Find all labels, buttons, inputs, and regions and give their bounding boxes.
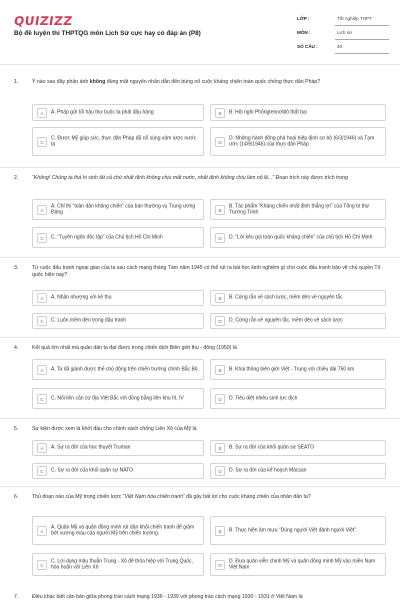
question-text: Ý nào sau đây phản ánh không đúng mật nguyên nhân dẫn đến bùng nổ cuộc kháng chiến toàn quốc chống thực dân Pháp?	[32, 79, 321, 85]
option-letter: D	[215, 466, 225, 476]
option-letter: B	[215, 443, 225, 453]
option-text: B. Thực hiện âm mưu “Dùng người Việt đánh người Việt”.	[229, 527, 358, 534]
option-letter: A	[37, 293, 47, 303]
option-d[interactable]	[210, 313, 386, 329]
option-letter: D	[215, 394, 225, 404]
option-letter: D	[215, 560, 225, 570]
question-1	[14, 79, 386, 165]
question-text: “Không! Chúng ta thà hi sinh tất cả chứ nhất định không chịu mất nước, nhất định không chịu làm nô lệ...” Đoạn trích này được trích trong	[32, 175, 348, 181]
meta-row-class	[297, 14, 389, 28]
option-c[interactable]	[32, 227, 204, 248]
option-c[interactable]	[32, 463, 204, 479]
quote-text: “Không! Chúng ta thà hi sinh tất cả chứ nhất định không chịu mất nước, nhất định không chịu làm nô lệ...”	[32, 175, 275, 181]
question-4	[14, 345, 386, 417]
option-d[interactable]	[210, 127, 386, 156]
meta-underline	[335, 39, 389, 40]
header-divider	[0, 64, 400, 65]
option-letter: D	[215, 316, 225, 326]
option-a[interactable]	[32, 440, 204, 456]
question-number: 2.	[14, 175, 19, 181]
option-c[interactable]	[32, 313, 204, 329]
option-c[interactable]	[32, 388, 204, 409]
option-d[interactable]	[210, 388, 386, 409]
option-c[interactable]	[32, 553, 204, 576]
question-6	[14, 494, 386, 586]
option-text: C. Luôn mềm dẻo trong đấu tranh	[51, 317, 127, 324]
quizizz-logo	[14, 14, 72, 28]
question-divider	[0, 167, 400, 168]
question-text: Điều khác biệt căn bản giữa phong trào cách mạng 1936 - 1939 với phong trào cách mạng 1930 - 1931 ở Việt Nam là	[32, 594, 303, 600]
option-a[interactable]	[32, 104, 204, 121]
question-number: 5.	[14, 426, 19, 432]
question-number: 4.	[14, 345, 19, 351]
option-text: D. Tiêu diệt nhiều sinh lực địch	[229, 395, 298, 402]
option-b[interactable]	[210, 440, 386, 456]
meta-row-subject	[297, 28, 389, 42]
meta-key: SỐ CÂU :	[297, 44, 318, 49]
option-text: B. Cứng rắn về sách lược, mềm dẻo về nguyên tắc	[229, 294, 343, 301]
question-divider	[0, 486, 400, 487]
option-letter: B	[215, 293, 225, 303]
option-letter: B	[215, 108, 225, 118]
option-text: A. Quân Mỹ và quân đồng minh rút dần khỏi chiến tranh để giảm bớt xương máu của người Mỹ trên chiến trường.	[51, 523, 195, 537]
logo-text: QUIZIZZ	[13, 14, 74, 28]
document-title: Bộ đề luyện thi THPTQG môn Lịch Sử cực hay có đáp án (P8)	[14, 30, 201, 37]
option-text: B. Hội nghị Phôngtennơblô thất bại	[229, 109, 307, 116]
question-divider	[0, 257, 400, 258]
option-text: B. Tác phẩm “Kháng chiến nhất định thắng lợi” của Tổng bí thư Trường Trinh	[229, 202, 370, 216]
option-letter: C	[37, 316, 47, 326]
option-b[interactable]	[210, 290, 386, 306]
option-letter: B	[215, 526, 225, 536]
option-text: C. “Tuyên ngôn độc lập” của Chủ tịch Hồ Chí Minh	[51, 234, 163, 241]
option-b[interactable]	[210, 199, 386, 220]
question-number: 3.	[14, 265, 19, 271]
option-a[interactable]	[32, 516, 204, 545]
option-letter: C	[37, 394, 47, 404]
option-text: A. Ta đã giành được thế chủ động trên chiến trường chính Bắc Bộ	[51, 366, 198, 373]
meta-value: 40	[337, 44, 343, 49]
option-text: D. “Lời kêu gọi toàn quốc kháng chiến” của chủ tịch Hồ Chí Minh	[229, 234, 373, 241]
option-c[interactable]	[32, 127, 204, 156]
option-text: A. Pháp gửi tối hậu thư buộc ta phải đầu hàng	[51, 109, 154, 116]
meta-value: Lịch sử	[337, 30, 353, 35]
question-text: Từ cuộc đấu tranh ngoại giao của ta sau cách mạng tháng Tám năm 1945 có thể rút ra bài học kinh nghiệm gì cho cuộc đấu tranh bảo vệ chủ quyền Tổ quốc hiện nay?	[32, 265, 381, 279]
option-text: D. Những hành động phá hoại hiệp định sơ bộ (6/3/1946) và Tạm ước (14/9/1946) của thực dân Pháp	[229, 134, 375, 148]
option-text: C. Sự ra đời của khối quân sự NATO	[51, 467, 134, 474]
option-text: A. Nhân nhượng với kẻ thù	[51, 294, 112, 301]
emphasis-text: Việt Nam hóa chiến tranh	[124, 494, 183, 500]
option-b[interactable]	[210, 359, 386, 380]
option-letter: C	[37, 137, 47, 147]
option-letter: C	[37, 466, 47, 476]
option-letter: D	[215, 137, 225, 147]
question-number: 1.	[14, 79, 19, 85]
option-letter: B	[215, 365, 225, 375]
question-number: 6.	[14, 494, 19, 500]
meta-value: Tốt nghiệp THPT	[337, 16, 372, 21]
option-letter: D	[215, 233, 225, 243]
option-text: B. Sự ra đời của khối quân sự SEATO	[229, 444, 314, 451]
question-divider	[0, 337, 400, 338]
option-a[interactable]	[32, 359, 204, 380]
option-text: C. Nối liền căn cứ địa Việt Bắc với đồng bằng liên khu III, IV	[51, 395, 184, 402]
worksheet-header	[0, 0, 400, 62]
question-number: 7.	[14, 594, 19, 600]
meta-block	[297, 14, 389, 56]
option-text: C. Lợi dụng mâu thuẫn Trung - Xô để thỏa hiệp với Trung Quốc, hòa hoãn với Liên Xô	[51, 557, 193, 571]
meta-row-count	[297, 42, 389, 56]
option-d[interactable]	[210, 227, 386, 248]
option-d[interactable]	[210, 463, 386, 479]
option-letter: A	[37, 365, 47, 375]
option-a[interactable]	[32, 199, 204, 220]
option-letter: A	[37, 108, 47, 118]
option-text: C. Được Mỹ giúp sức, thực dân Pháp đã nổ súng xâm lược nước ta	[51, 134, 197, 148]
meta-underline	[335, 25, 389, 26]
option-letter: C	[37, 233, 47, 243]
option-text: A. Sự ra đời của học thuyết Truman	[51, 444, 131, 451]
option-letter: C	[37, 560, 47, 570]
question-3	[14, 265, 386, 335]
option-letter: A	[37, 443, 47, 453]
option-a[interactable]	[32, 290, 204, 306]
emphasis-text: không	[89, 79, 106, 85]
option-text: D. Đưa quân viễn chinh Mỹ và quân đồng minh Mỹ vào miền Nam Việt Nam	[229, 557, 376, 571]
question-text: Thủ đoạn nào của Mỹ trong chiến lược “Việt Nam hóa chiến tranh” đã gây bất lợi cho cuộc kháng chiến của nhân dân ta?	[32, 494, 311, 500]
meta-underline	[335, 53, 389, 54]
option-letter: A	[37, 205, 47, 215]
option-b[interactable]	[210, 104, 386, 121]
question-7	[14, 594, 386, 600]
option-b[interactable]	[210, 516, 386, 545]
meta-key: MÔN :	[297, 30, 311, 35]
option-text: D. Cứng rắn về nguyên tắc, mềm dẻo về sách lược	[229, 317, 343, 324]
option-letter: A	[37, 526, 47, 536]
question-5	[14, 426, 386, 484]
option-d[interactable]	[210, 553, 386, 576]
option-text: A. Chỉ thị “toàn dân kháng chiến” của ban thường vụ Trung ương Đảng	[51, 202, 196, 216]
question-text: Kết quả lớn nhất mà quân dân ta đạt được trong chiến dịch Biên giới thu - đông (1950) là	[32, 345, 237, 351]
option-letter: B	[215, 205, 225, 215]
question-text: Sự kiện được xem là khởi đầu cho chính sách chống Liên Xô của Mỹ là	[32, 426, 197, 432]
option-text: B. Khai thông biên giới Việt - Trung với chiều dài 750 km	[229, 366, 355, 373]
option-text: D. Sự ra đời của kế hoạch Mácsan	[229, 467, 307, 474]
question-2	[14, 175, 386, 255]
meta-key: LỚP :	[297, 16, 310, 21]
question-divider	[0, 418, 400, 419]
